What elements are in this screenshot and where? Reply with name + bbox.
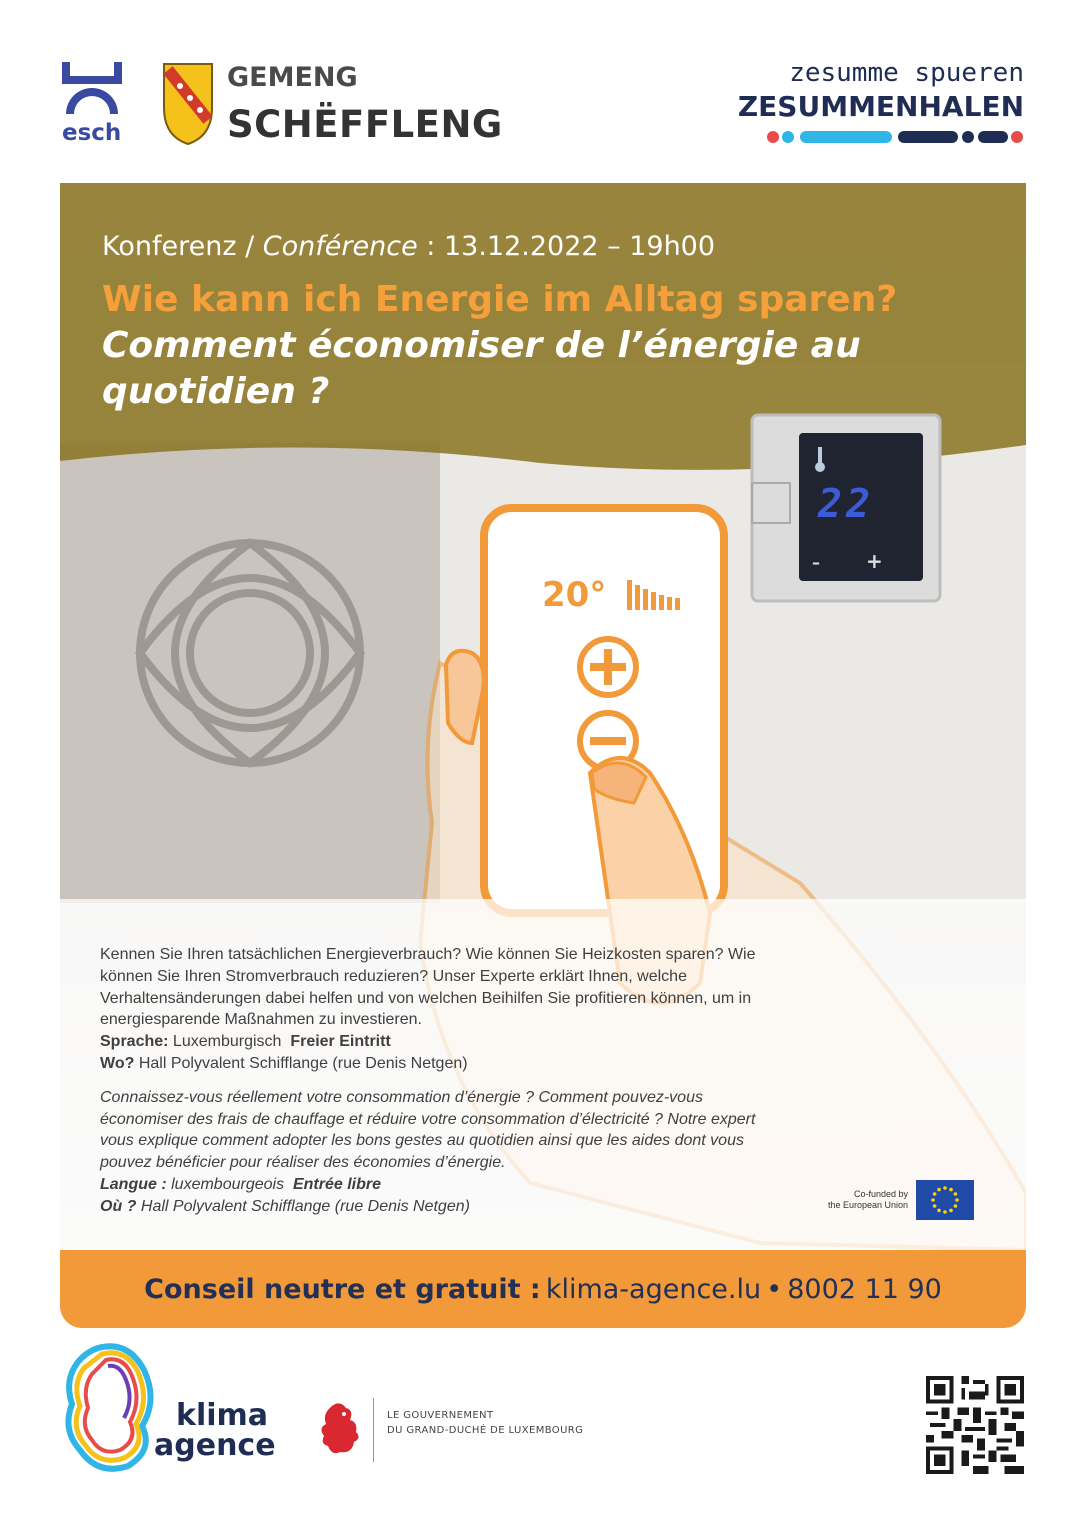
esch-logo-text: esch xyxy=(62,120,122,146)
gov-divider xyxy=(373,1398,374,1462)
commune-name-line1: GEMENG xyxy=(227,62,358,93)
gov-text-line2: DU GRAND-DUCHÉ DE LUXEMBOURG xyxy=(387,1425,584,1436)
klima-agence-logo-icon xyxy=(58,1340,168,1476)
title-de: Wie kann ich Energie im Alltag sparen? xyxy=(102,279,898,320)
band-separator: • xyxy=(766,1273,783,1305)
slogan-line2: ZESUMMENHALEN xyxy=(737,90,1024,123)
slogan-line1: zesumme spueren xyxy=(789,58,1024,88)
contact-band xyxy=(60,1250,1026,1328)
eu-flag-icon xyxy=(916,1180,974,1220)
band-phone[interactable]: 8002 11 90 xyxy=(787,1273,942,1305)
klima-text: klima xyxy=(176,1398,269,1433)
luxembourg-lion-icon xyxy=(318,1400,364,1458)
band-label: Conseil neutre et gratuit : xyxy=(144,1273,541,1305)
thermostat-plus: + xyxy=(866,549,883,573)
gov-text-line1: LE GOUVERNEMENT xyxy=(387,1410,494,1421)
event-line xyxy=(102,231,715,262)
info-fr-language: Langue : luxembourgeois Entrée libre xyxy=(100,1175,381,1193)
thermostat-minus: – xyxy=(812,553,820,572)
qr-code-icon[interactable] xyxy=(926,1376,1024,1474)
slogan-dots-decoration xyxy=(766,130,1024,144)
info-de-where: Wo? Hall Polyvalent Schifflange (rue Denis Netgen) xyxy=(100,1054,468,1072)
title-fr: Comment économiser de l’énergie au quotidien ? xyxy=(102,325,861,412)
eu-cofunded-badge xyxy=(828,1180,974,1220)
eu-line1: Co-funded by xyxy=(854,1189,909,1199)
thermostat-display: 22 xyxy=(818,481,875,527)
info-fr-body: Connaissez-vous réellement votre consommation d’énergie ? Comment pouvez-vous économiser des frais de chauffage et réduire votre consommation d’électricité ? Notre expert vous explique comment adopter les bons gestes au quotidien ainsi que les aides dont vous pouvez bénéficier pour réaliser des économies d’énergie. xyxy=(100,1088,756,1172)
phone-temperature: 20° xyxy=(542,575,607,615)
info-de-language: Sprache: Luxemburgisch Freier Eintritt xyxy=(100,1033,391,1051)
commune-name-line2: SCHËFFLENG xyxy=(227,103,503,146)
band-website-link[interactable]: klima-agence.lu xyxy=(545,1273,762,1305)
info-fr-admission: Entrée libre xyxy=(292,1175,381,1193)
event-label-de: Konferenz / xyxy=(102,231,255,262)
info-de-body: Kennen Sie Ihren tatsächlichen Energieverbrauch? Wie können Sie Heizkosten sparen? Wie können Sie Ihren Stromverbrauch reduzieren? Unser Experte erklärt Ihnen, welche Verhaltensänderungen dabei helfen und von welchen Beihilfen Sie profitieren können, um in energiesparende Maßnahmen zu investieren. xyxy=(100,946,756,1029)
agence-text: agence xyxy=(154,1428,276,1463)
info-fr-where: Où ? Hall Polyvalent Schifflange (rue Denis Netgen) xyxy=(100,1197,470,1215)
eu-line2: the European Union xyxy=(828,1200,909,1210)
info-text xyxy=(100,944,760,1218)
info-de-admission: Freier Eintritt xyxy=(290,1033,391,1051)
event-date: : 13.12.2022 – 19h00 xyxy=(426,231,716,262)
schifflange-crest-icon xyxy=(162,60,214,146)
event-label-fr: Conférence xyxy=(262,231,418,262)
